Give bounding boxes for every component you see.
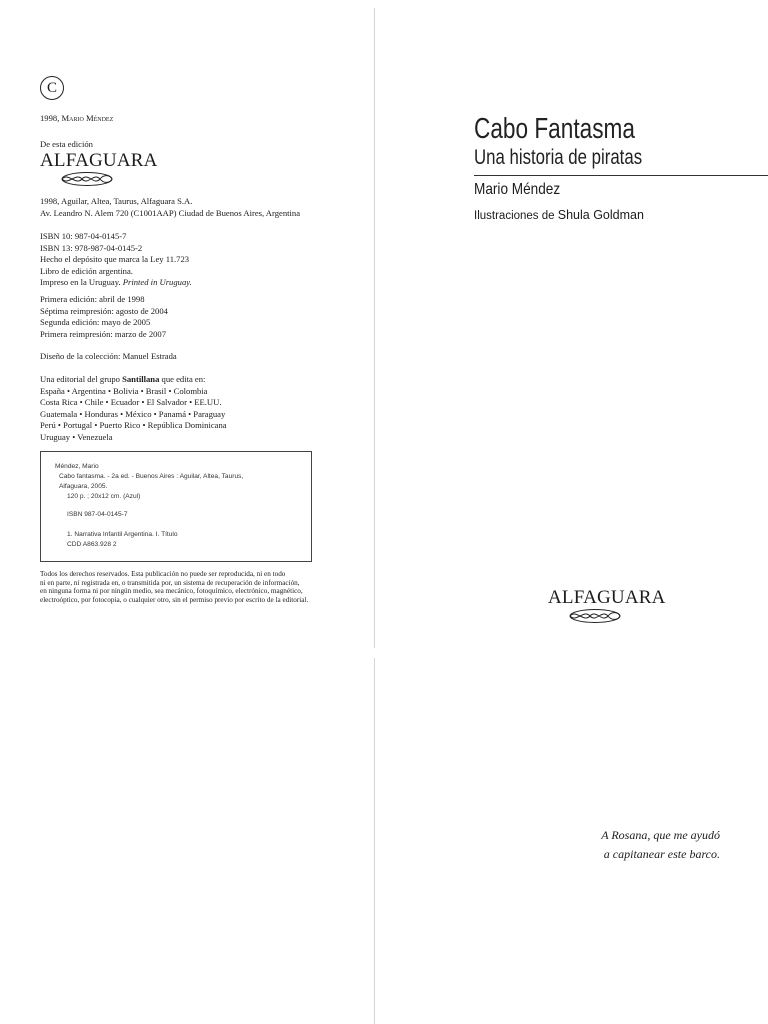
printed-location — [40, 277, 192, 289]
illustrator-credit — [474, 207, 644, 224]
edition-history-line: Primera reimpresión: marzo de 2007 — [40, 328, 167, 339]
catalog-card — [40, 451, 312, 562]
countries-line: España • Argentina • Bolivia • Brasil • Colombia — [40, 385, 208, 396]
edition-history-line: Primera edición: abril de 1998 — [40, 294, 145, 304]
book-subtitle: Una historia de piratas — [474, 146, 643, 169]
dedication-line: A Rosana, que me ayudó — [601, 828, 720, 842]
publisher-line: Av. Leandro N. Alem 720 (C1001AAP) Ciudad de Buenos Aires, Argentina — [40, 207, 301, 218]
publisher-logo-flourish — [60, 171, 114, 187]
edition-label: De esta edición — [40, 139, 93, 149]
isbn-block — [40, 231, 192, 289]
group-countries — [40, 374, 227, 444]
printed-english: Printed in Uruguay. — [122, 277, 192, 288]
countries-line: Uruguay • Venezuela — [40, 431, 113, 442]
dedication-line: a capitanear este barco. — [603, 847, 720, 861]
book-title: Cabo Fantasma — [474, 113, 635, 145]
publisher-logo-right — [548, 588, 666, 624]
publisher-info — [40, 196, 300, 219]
publisher-logo-flourish — [568, 608, 622, 624]
design-credit: Diseño de la colección: Manuel Estrada — [40, 351, 177, 361]
catalog-author: Méndez, Mario — [55, 463, 99, 470]
copyright-symbol: C — [40, 76, 64, 100]
group-intro-prefix: Una editorial del grupo — [40, 374, 123, 384]
catalog-cdd: CDD A863.928 2 — [67, 541, 117, 548]
legal-deposit: Hecho el depósito que marca la Ley 11.723 — [40, 254, 190, 265]
dedication — [560, 826, 720, 864]
publisher-line: 1998, Aguilar, Altea, Taurus, Alfaguara S.A. — [40, 196, 193, 206]
rights-line: en ninguna forma ni por ningún medio, sea mecánico, fotoquímico, electrónico, magnético, — [40, 587, 303, 596]
group-intro-suffix: que edita en: — [159, 374, 206, 384]
illustrator-name: Shula Goldman — [557, 208, 644, 222]
copyright-line — [40, 113, 113, 125]
countries-line: Perú • Portugal • Puerto Rico • República Dominicana — [40, 420, 227, 431]
catalog-subject: 1. Narrativa Infantil Argentina. I. Título — [67, 531, 178, 538]
edition-history — [40, 294, 168, 340]
group-name: Santillana — [122, 374, 160, 384]
publisher-logo-left — [40, 151, 158, 187]
catalog-extent: 120 p. ; 20x12 cm. (Azul) — [67, 493, 141, 500]
catalog-entry: Cabo fantasma. - 2a ed. - Buenos Aires : Aguilar, Altea, Taurus, — [59, 473, 244, 480]
isbn-10: ISBN 10: 987-04-0145-7 — [40, 231, 127, 241]
edition-origin: Libro de edición argentina. — [40, 265, 133, 276]
rights-notice — [40, 570, 308, 604]
edition-history-line: Séptima reimpresión: agosto de 2004 — [40, 305, 168, 316]
printed-spanish: Impreso en la Uruguay. — [40, 277, 121, 288]
book-author: Mario Méndez — [474, 181, 561, 198]
title-rule — [474, 175, 768, 176]
publisher-logo-text: ALFAGUARA — [40, 150, 158, 171]
rights-line: Todos los derechos reservados. Esta publicación no puede ser reproducida, ni en todo — [40, 570, 286, 578]
countries-line: Guatemala • Honduras • México • Panamá • Paraguay — [40, 408, 226, 419]
page-divider-top — [374, 8, 375, 648]
rights-line: ni en parte, ni registrada en, o transmitida por, un sistema de recuperación de información, — [40, 578, 300, 587]
catalog-isbn: ISBN 987-04-0145-7 — [67, 511, 128, 518]
page-divider-bottom — [374, 658, 375, 1024]
illustrator-label: Ilustraciones de — [474, 210, 558, 222]
group-intro — [40, 374, 227, 386]
copyright-holder: Mario Méndez — [61, 113, 114, 123]
edition-history-line: Segunda edición: mayo de 2005 — [40, 317, 151, 328]
isbn-13: ISBN 13: 978-987-04-0145-2 — [40, 242, 143, 253]
rights-line: electroóptico, por fotocopia, o cualquier otro, sin el permiso previo por escrito de la editorial. — [40, 595, 309, 604]
copyright-year: 1998, — [40, 113, 60, 123]
publisher-logo-text: ALFAGUARA — [548, 587, 666, 608]
catalog-entry: Alfaguara, 2005. — [59, 483, 108, 490]
countries-line: Costa Rica • Chile • Ecuador • El Salvador • EE.UU. — [40, 397, 222, 408]
